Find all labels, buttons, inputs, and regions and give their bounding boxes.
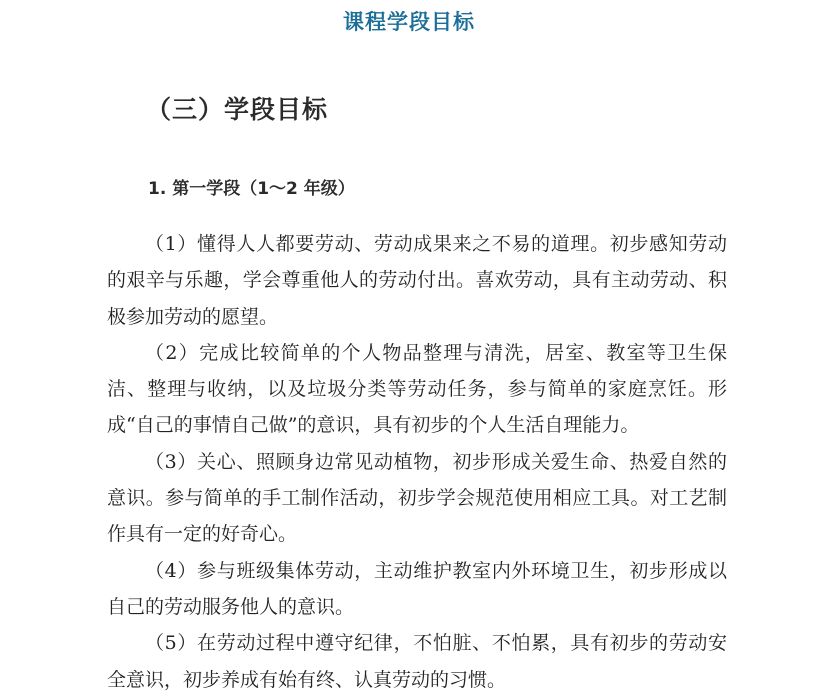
section-heading: （三）学段目标 [146,95,329,124]
page-title: 课程学段目标 [343,10,475,34]
sub-heading: 1. 第一学段（1～2 年级） [148,179,355,199]
paragraph-5: （5）在劳动过程中遵守纪律，不怕脏、不怕累，具有初步的劳动安全意识，初步养成有始有终、认真劳动的习惯。 [107,632,727,691]
paragraph-4: （4）参与班级集体劳动，主动维护教室内外环境卫生，初步形成以自己的劳动服务他人的意识。 [107,559,727,618]
paragraph-2: （2）完成比较简单的个人物品整理与清洗，居室、教室等卫生保洁、整理与收纳，以及垃圾分类等劳动任务，参与简单的家庭烹饪。形成“自己的事情自己做”的意识，具有初步的个人生活自理能力。 [107,341,727,437]
paragraph-1: （1）懂得人人都要劳动、劳动成果来之不易的道理。初步感知劳动的艰辛与乐趣，学会尊重他人的劳动付出。喜欢劳动，具有主动劳动、积极参加劳动的愿望。 [107,233,727,328]
document-body [107,226,727,698]
paragraph-3: （3）关心、照顾身边常见动植物，初步形成关爱生命、热爱自然的意识。参与简单的手工制作活动，初步学会规范使用相应工具。对工艺制作具有一定的好奇心。 [107,450,727,546]
